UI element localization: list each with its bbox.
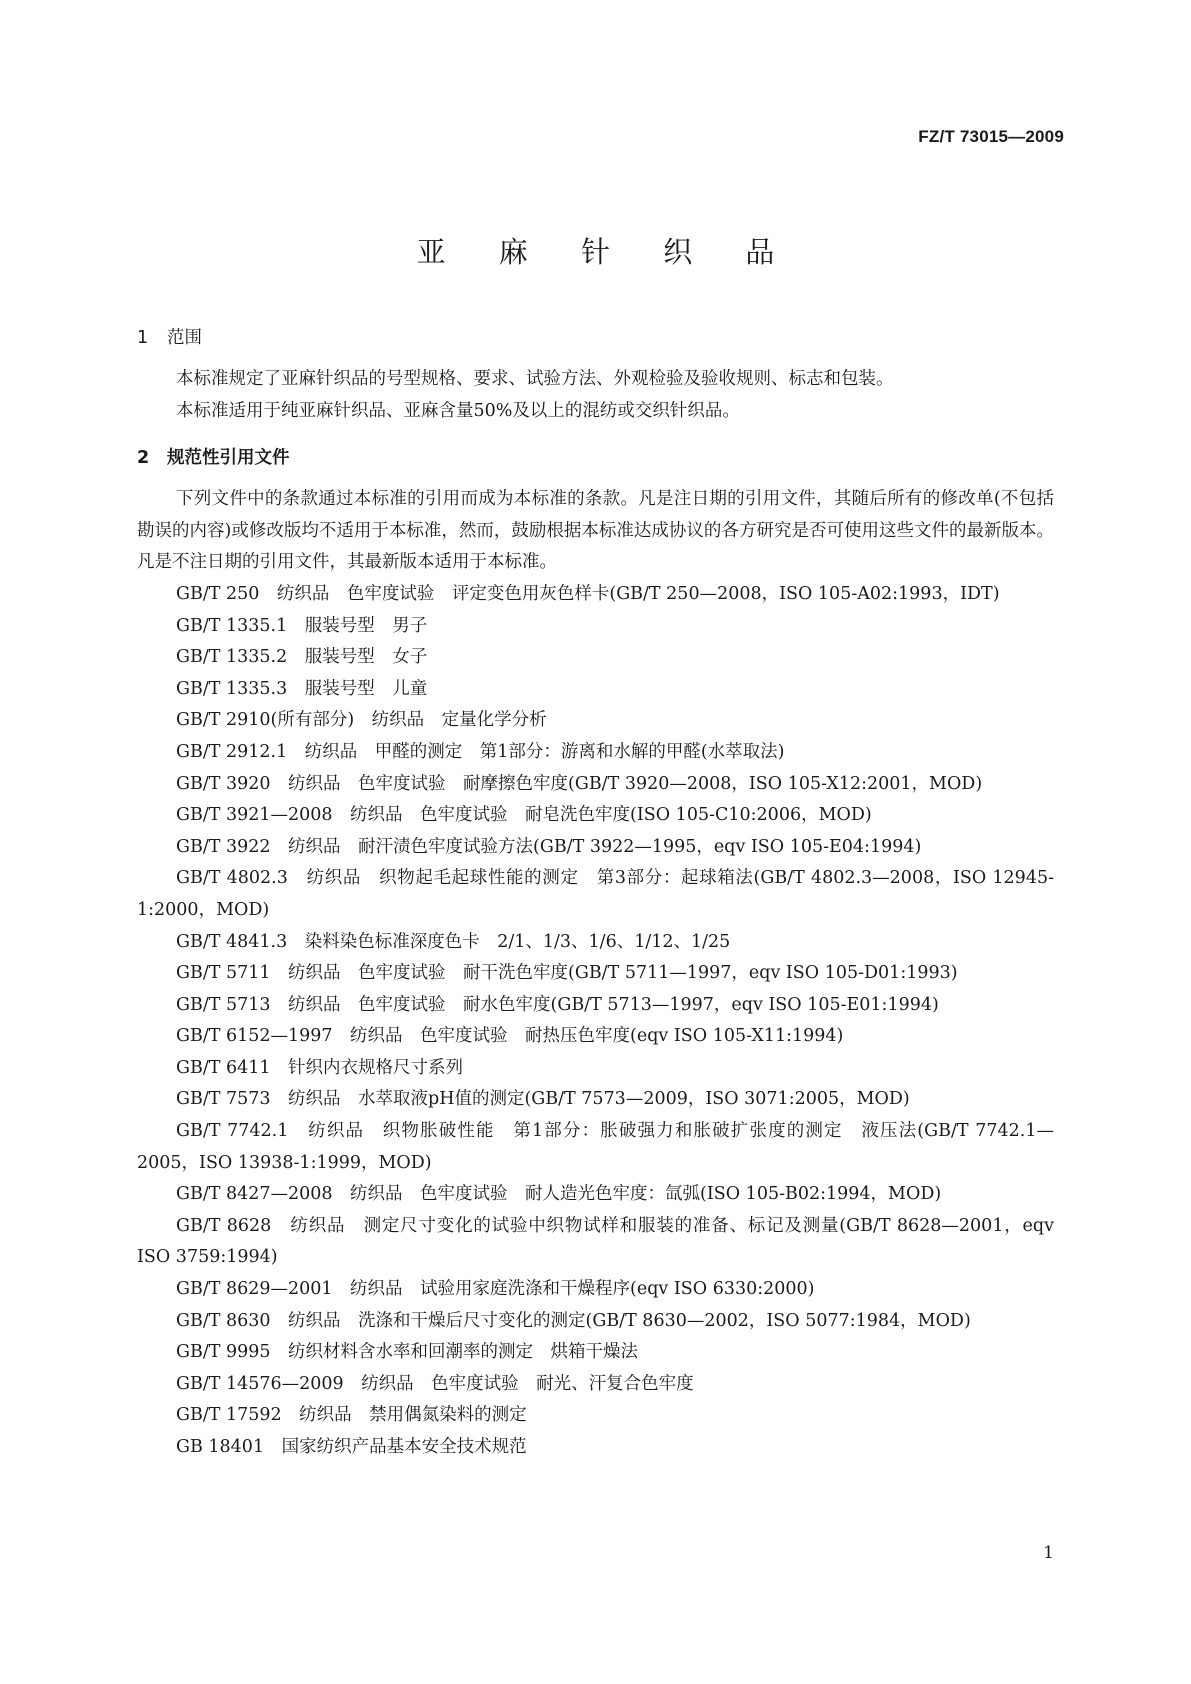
reference-item [137, 832, 1054, 864]
reference-title: 染料染色标准深度色卡 2/1、1/3、1/6、1/12、1/25 [304, 931, 731, 952]
reference-title: 纺织品 色牢度试验 耐水色牢度(GB/T 5713—1997，eqv ISO 105-E01:1994) [288, 994, 939, 1015]
document-title: 亚 麻 针 织 品 [416, 235, 797, 269]
reference-title: 针织内衣规格尺寸系列 [288, 1057, 464, 1078]
reference-code: GB/T 1335.3 [176, 678, 288, 699]
reference-code: GB/T 1335.1 [176, 615, 288, 636]
reference-code: GB/T 3920 [176, 773, 271, 794]
reference-title: 纺织品 试验用家庭洗涤和干燥程序(eqv ISO 6330:2000) [350, 1279, 815, 1300]
reference-code: GB/T 5713 [176, 994, 271, 1015]
reference-item [137, 674, 1054, 706]
section-1-heading [137, 324, 1054, 352]
reference-code: GB/T 5711 [176, 963, 271, 984]
reference-item [137, 769, 1054, 801]
reference-item [137, 1211, 1054, 1274]
reference-code: GB/T 2912.1 [176, 741, 288, 762]
reference-item [137, 990, 1054, 1022]
reference-item [137, 579, 1054, 611]
reference-code: GB/T 250 [176, 583, 260, 604]
reference-title: 纺织品 色牢度试验 耐干洗色牢度(GB/T 5711—1997，eqv ISO 105-D01:1993) [288, 963, 958, 984]
reference-item [137, 927, 1054, 959]
section-number: 2 [137, 448, 150, 469]
reference-code: GB/T 17592 [176, 1405, 282, 1426]
normative-references-intro: 下列文件中的条款通过本标准的引用而成为本标准的条款。凡是注日期的引用文件，其随后所有的修改单(不包括勘误的内容)或修改版均不适用于本标准，然而，鼓励根据本标准达成协议的各方研究是否可使用这些文件的最新版本。凡是不注日期的引用文件，其最新版本适用于本标准。 [137, 489, 1054, 573]
reference-title: 纺织品 耐汗渍色牢度试验方法(GB/T 3922—1995，eqv ISO 105-E04:1994) [288, 836, 922, 857]
reference-title: 纺织品 织物胀破性能 第1部分：胀破强力和胀破扩张度的测定 液压法(GB/T 7742.1—2005，ISO 13938-1:1999，MOD) [137, 1121, 1054, 1173]
section-title: 规范性引用文件 [167, 448, 290, 469]
reference-item [137, 1274, 1054, 1306]
reference-code: GB/T 7742.1 [176, 1121, 289, 1142]
reference-title: 纺织品 水萃取液pH值的测定(GB/T 7573—2009，ISO 3071:2005，MOD) [288, 1089, 910, 1110]
reference-item [137, 863, 1054, 926]
reference-item [137, 611, 1054, 643]
reference-title: 纺织品 禁用偶氮染料的测定 [299, 1405, 527, 1426]
reference-title: 纺织品 色牢度试验 耐摩擦色牢度(GB/T 3920—2008，ISO 105-X12:2001，MOD) [288, 773, 983, 794]
reference-title: 纺织材料含水率和回潮率的测定 烘箱干燥法 [288, 1342, 639, 1363]
reference-title: 纺织品 定量化学分析 [371, 710, 547, 731]
reference-code: GB/T 2910(所有部分) [176, 710, 355, 731]
reference-item [137, 1369, 1054, 1401]
reference-code: GB/T 8628 [176, 1215, 272, 1236]
reference-item [137, 1084, 1054, 1116]
reference-item [137, 1400, 1054, 1432]
document-code: FZ/T 73015—2009 [918, 127, 1064, 146]
reference-title: 纺织品 测定尺寸变化的试验中织物试样和服装的准备、标记及测量(GB/T 8628—2001，eqv ISO 3759:1994) [137, 1215, 1054, 1268]
reference-code: GB/T 3922 [176, 836, 271, 857]
reference-item [137, 800, 1054, 832]
reference-title: 纺织品 色牢度试验 耐光、汗复合色牢度 [361, 1373, 694, 1394]
document-body [137, 324, 1054, 1464]
reference-item [137, 737, 1054, 769]
reference-code: GB 18401 [176, 1437, 265, 1457]
reference-title: 纺织品 色牢度试验 耐人造光色牢度：氙弧(ISO 105-B02:1994，MOD) [350, 1184, 942, 1205]
reference-title: 纺织品 色牢度试验 耐热压色牢度(eqv ISO 105-X11:1994) [350, 1026, 844, 1047]
reference-code: GB/T 8630 [176, 1310, 271, 1331]
reference-code: GB/T 8427—2008 [176, 1184, 333, 1205]
scope-paragraph: 本标准规定了亚麻针织品的号型规格、要求、试验方法、外观检验及验收规则、标志和包装。 [176, 369, 894, 389]
reference-item [137, 642, 1054, 674]
reference-code: GB/T 9995 [176, 1342, 271, 1363]
reference-title: 服装号型 女子 [304, 647, 428, 668]
reference-item [137, 1116, 1054, 1179]
reference-code: GB/T 4802.3 [176, 868, 288, 889]
section-title: 范围 [167, 328, 202, 348]
reference-title: 服装号型 男子 [304, 615, 428, 636]
reference-code: GB/T 6411 [176, 1057, 271, 1078]
reference-title: 纺织品 色牢度试验 耐皂洗色牢度(ISO 105-C10:2006，MOD) [350, 805, 872, 826]
reference-item [137, 1337, 1054, 1369]
reference-title: 纺织品 甲醛的测定 第1部分：游离和水解的甲醛(水萃取法) [304, 741, 785, 762]
reference-item [137, 958, 1054, 990]
reference-code: GB/T 4841.3 [176, 931, 288, 952]
reference-item [137, 705, 1054, 737]
reference-item [137, 1053, 1054, 1085]
reference-title: 纺织品 织物起毛起球性能的测定 第3部分：起球箱法(GB/T 4802.3—2008，ISO 12945-1:2000，MOD) [137, 868, 1054, 920]
reference-item [137, 1179, 1054, 1211]
section-number: 1 [137, 328, 149, 348]
reference-title: 服装号型 儿童 [304, 678, 428, 699]
reference-list [137, 579, 1054, 1464]
reference-title: 国家纺织产品基本安全技术规范 [281, 1437, 527, 1457]
reference-item [137, 1021, 1054, 1053]
scope-paragraph: 本标准适用于纯亚麻针织品、亚麻含量50%及以上的混纺或交织针织品。 [176, 400, 740, 421]
reference-code: GB/T 7573 [176, 1089, 271, 1110]
page-number: 1 [1043, 1543, 1054, 1563]
reference-code: GB/T 3921—2008 [176, 805, 333, 826]
reference-item [137, 1306, 1054, 1338]
reference-code: GB/T 8629—2001 [176, 1279, 333, 1300]
reference-code: GB/T 1335.2 [176, 647, 288, 668]
reference-title: 纺织品 洗涤和干燥后尺寸变化的测定(GB/T 8630—2002，ISO 5077:1984，MOD) [288, 1310, 971, 1331]
reference-title: 纺织品 色牢度试验 评定变色用灰色样卡(GB/T 250—2008，ISO 105-A02:1993，IDT) [276, 583, 1000, 604]
reference-code: GB/T 6152—1997 [176, 1026, 333, 1047]
section-2-heading [137, 444, 1054, 472]
reference-item [137, 1432, 1054, 1464]
reference-code: GB/T 14576—2009 [176, 1373, 344, 1394]
